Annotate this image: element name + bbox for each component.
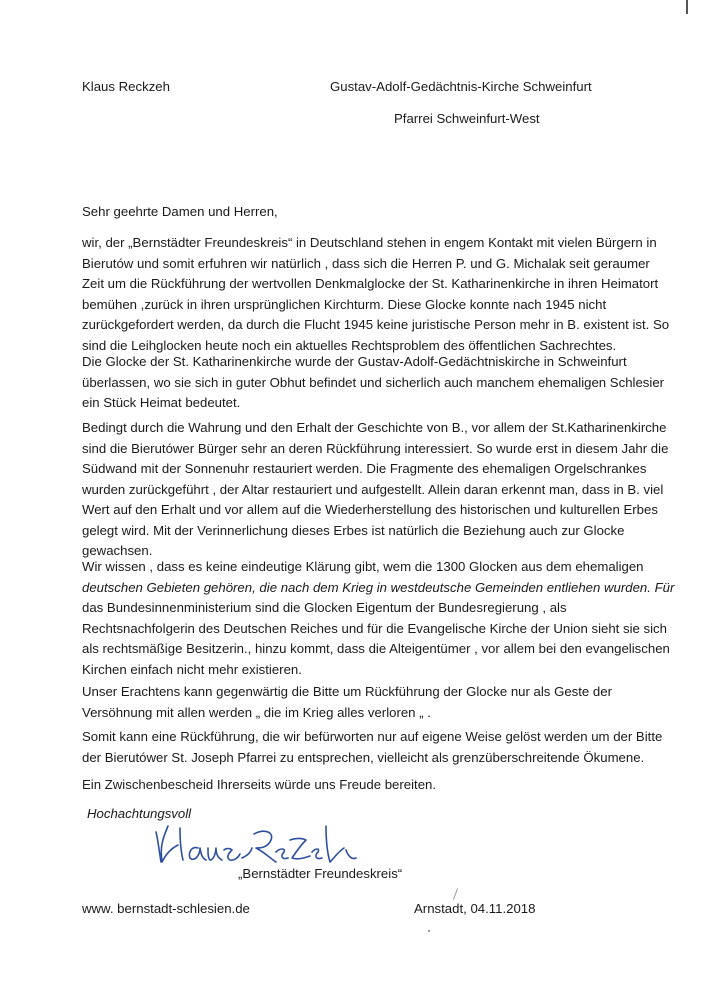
scan-mark bbox=[453, 888, 458, 900]
paragraph-line: Zeit um die Rückführung der wertvollen Denkmalglocke der St. Katharinenkirche in ihren Heimatort bbox=[82, 276, 659, 291]
scan-mark bbox=[428, 930, 430, 932]
paragraph-line: Wert auf den Erhalt und vor allem auf die Wiederherstellung des historischen und kulturellen Erbes bbox=[82, 502, 658, 517]
paragraph-line: wurden zurückgeführt , der Altar restauriert und aufgestellt. Allein daran erkennt man, dass in B. viel bbox=[82, 481, 664, 497]
scan-mark bbox=[686, 0, 688, 14]
closing-formula: Hochachtungsvoll bbox=[87, 806, 192, 821]
paragraph-line: ein Stück Heimat bedeutet. bbox=[82, 395, 241, 410]
paragraph-line: gelegt wird. Mit der Verinnerlichung dieses Erbes ist natürlich die Beziehung auch zur Glocke bbox=[82, 522, 625, 538]
paragraph-line: der Bierutówer St. Joseph Pfarrei zu entsprechen, vielleicht als grenzüberschreitende Ökumene. bbox=[82, 749, 645, 765]
paragraph-line: Versöhnung mit allen werden „ die im Krieg alles verloren „ . bbox=[82, 704, 431, 720]
paragraph-line: Ein Zwischenbescheid Ihrerseits würde uns Freude bereiten. bbox=[82, 777, 437, 792]
paragraph-line: Unser Erachtens kann gegenwärtig die Bitte um Rückführung der Glocke nur als Geste der bbox=[82, 684, 612, 699]
paragraph-line: als rechtsmäßige Besitzerin., hinzu kommt, dass die Alteigentümer , vor allem bei den evangelischen bbox=[82, 641, 670, 656]
paragraph-line: Die Glocke der St. Katharinenkirche wurde der Gustav-Adolf-Gedächtniskirche in Schweinfurt bbox=[82, 354, 627, 369]
paragraph-5 bbox=[82, 682, 682, 723]
place-and-date: Arnstadt, 04.11.2018 bbox=[414, 901, 536, 916]
paragraph-line: Somit kann eine Rückführung, die wir befürworten nur auf eigene Weise gelöst werden um der Bitte bbox=[82, 729, 663, 744]
paragraph-line: Wir wissen , dass es keine eindeutige Klärung gibt, wem die 1300 Glocken aus dem ehemaligen bbox=[82, 559, 644, 574]
paragraph-2 bbox=[82, 352, 682, 414]
paragraph-line: überlassen, wo sie sich in guter Obhut befindet und sicherlich auch manchem ehemaligen Schlesier bbox=[82, 374, 665, 390]
paragraph-line: wir, der „Bernstädter Freundeskreis“ in Deutschland stehen in engem Kontakt mit vielen Bürgern in bbox=[82, 235, 657, 250]
paragraph-line: Rechtsnachfolgerin des Deutschen Reiches und für die Evangelische Kirche der Union sieht sie sich bbox=[82, 620, 667, 636]
paragraph-3 bbox=[82, 418, 682, 562]
website-link[interactable]: www. bernstadt-schlesien.de bbox=[82, 901, 250, 916]
paragraph-4 bbox=[82, 557, 682, 680]
paragraph-1 bbox=[82, 233, 682, 356]
paragraph-line: gewachsen. bbox=[82, 543, 153, 558]
paragraph-line: Bierutów und somit erfuhren wir natürlich , dass sich die Herren P. und G. Michalak seit geraumer bbox=[82, 255, 650, 271]
paragraph-line: Kirchen einfach nicht mehr existieren. bbox=[82, 661, 302, 677]
paragraph-line: sind die Bierutówer Bürger sehr an deren Rückführung interessiert. So wurde erst in diesem Jahr die bbox=[82, 440, 669, 456]
paragraph-line: Bedingt durch die Wahrung und den Erhalt der Geschichte von B., vor allem der St.Katharinenkirche bbox=[82, 420, 667, 435]
paragraph-line: bemühen ,zurück in ihren ursprünglichen Kirchturm. Diese Glocke konnte nach 1945 nicht bbox=[82, 296, 607, 312]
paragraph-line: zurückgefordert werden, da durch die Flucht 1945 keine juristische Person mehr in B. existent ist. So bbox=[82, 317, 670, 332]
sender-name: Klaus Reckzeh bbox=[82, 79, 170, 94]
recipient-parish: Pfarrei Schweinfurt-West bbox=[394, 111, 540, 126]
paragraph-line: Südwand mit der Sonnenuhr restauriert werden. Die Fragmente des ehemaligen Orgelschrankes bbox=[82, 461, 647, 476]
organization-name: „Bernstädter Freundeskreis“ bbox=[238, 866, 403, 881]
recipient-name: Gustav-Adolf-Gedächtnis-Kirche Schweinfurt bbox=[330, 79, 592, 94]
paragraph-7 bbox=[82, 775, 682, 796]
paragraph-line: das Bundesinnenministerium sind die Glocken Eigentum der Bundesregierung , als bbox=[82, 600, 567, 615]
paragraph-line: sind die Leihglocken heute noch ein aktuelles Rechtsproblem des öffentlichen Sachrechtes. bbox=[82, 337, 617, 353]
salutation: Sehr geehrte Damen und Herren, bbox=[82, 204, 278, 219]
paragraph-line: deutschen Gebieten gehören, die nach dem Krieg in westdeutsche Gemeinden entliehen wurden. Für bbox=[82, 579, 675, 595]
paragraph-6 bbox=[82, 727, 682, 768]
handwritten-signature bbox=[150, 818, 380, 870]
